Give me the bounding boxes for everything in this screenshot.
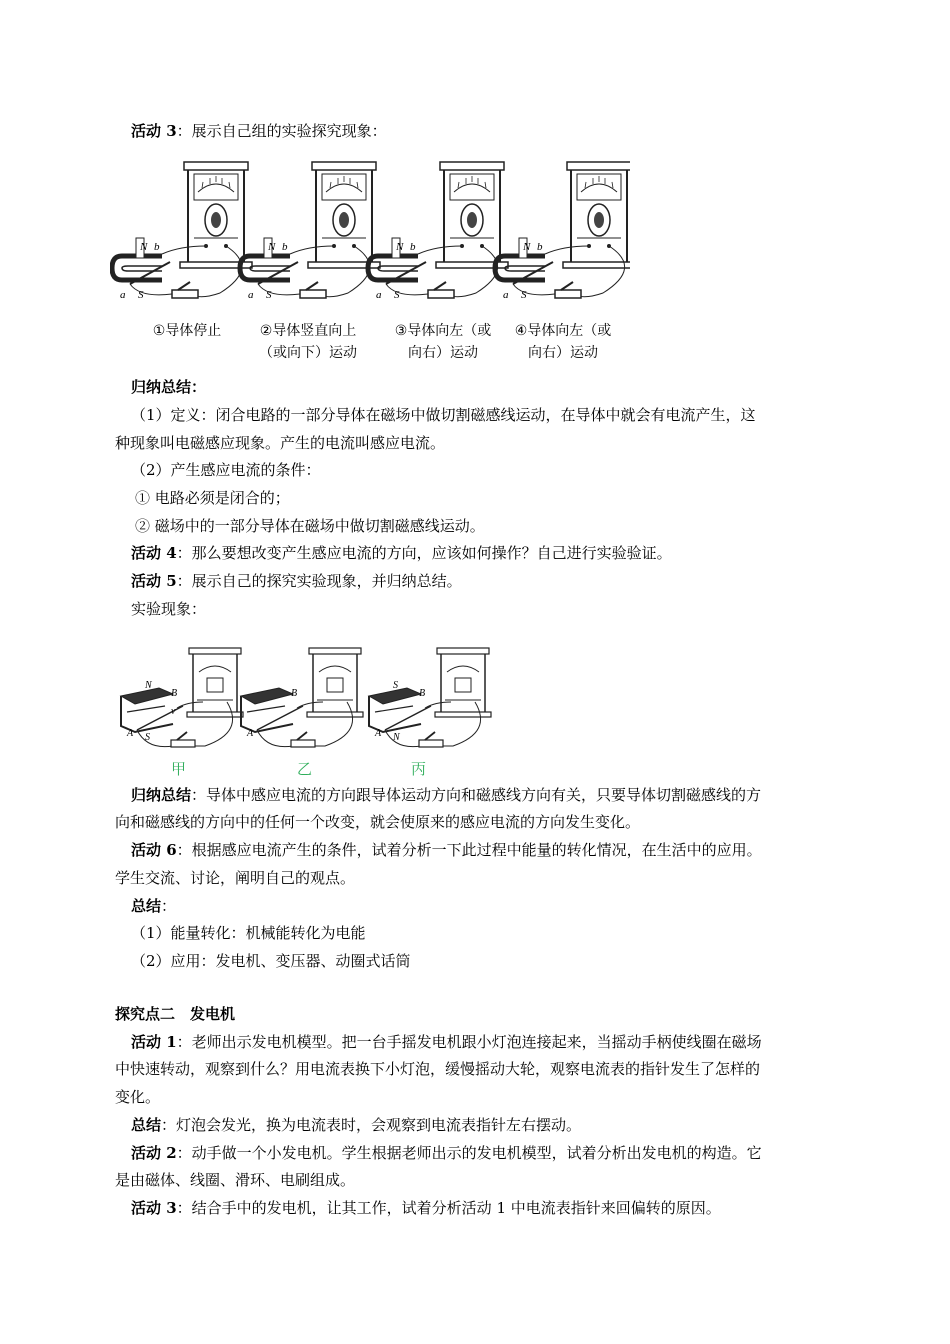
caption-1: ①导体停止 bbox=[152, 323, 222, 339]
summary1-heading: 归纳总结： bbox=[131, 378, 207, 396]
summary3-item1: （1）能量转化：机械能转化为电能 bbox=[131, 924, 366, 942]
caption-2: ②导体竖直向上 （或向下）运动 bbox=[259, 323, 357, 361]
summary1-condition: （2）产生感应电流的条件： bbox=[131, 461, 321, 479]
figure1-svg bbox=[110, 158, 630, 308]
summary1-definition-2: 种现象叫电磁感应现象。产生的电流叫感应电流。 bbox=[115, 434, 446, 452]
label2-b-1: B bbox=[171, 688, 178, 699]
label-yi: 乙 bbox=[297, 760, 313, 778]
label2-n-1: N bbox=[145, 680, 152, 691]
label2-a-3: A bbox=[375, 728, 382, 739]
setup-4 bbox=[495, 162, 630, 298]
section2-activity2-line2: 是由磁体、线圈、滑环、电刷组成。 bbox=[115, 1171, 356, 1189]
section2-activity1-line2: 中快速转动，观察到什么？用电流表换下小灯泡，缓慢摇动大轮，观察电流表的指针发生了怎样的 bbox=[115, 1060, 761, 1078]
label2-s-3: S bbox=[393, 680, 398, 691]
label-s-4: S bbox=[521, 289, 527, 301]
label-jia: 甲 bbox=[171, 760, 187, 778]
setup-1 bbox=[112, 162, 252, 298]
section2-title: 探究点二 发电机 bbox=[115, 1005, 236, 1023]
caption-4: ④导体向左（或 向右）运动 bbox=[514, 323, 612, 361]
summary1-condition-1: ① 电路必须是闭合的； bbox=[135, 489, 290, 507]
label2-a-2: A bbox=[247, 728, 254, 739]
summary3-item2: （2）应用：发电机、变压器、动圈式话筒 bbox=[131, 952, 411, 970]
activity4: 活动 4：那么要想改变产生感应电流的方向，应该如何操作？自己进行实验验证。 bbox=[131, 544, 672, 562]
figure2-svg bbox=[115, 632, 495, 756]
label-s-1: S bbox=[138, 289, 144, 301]
label-bing: 丙 bbox=[411, 760, 427, 778]
setup-jia bbox=[121, 648, 243, 747]
activity6-line1: 活动 6：根据感应电流产生的条件，试着分析一下此过程中能量的转化情况，在生活中的应用。 bbox=[131, 841, 762, 859]
summary1-condition-2: ② 磁场中的一部分导体在磁场中做切割磁感线运动。 bbox=[135, 517, 485, 535]
label-a-1: a bbox=[120, 289, 126, 301]
label-a-4: a bbox=[503, 289, 509, 301]
figure-induction-setups bbox=[110, 158, 630, 370]
summary3-heading: 总结： bbox=[131, 897, 177, 915]
label-n-1: N bbox=[140, 241, 148, 253]
label-a-3: a bbox=[376, 289, 382, 301]
label-b-1: b bbox=[154, 241, 160, 253]
label-a-2: a bbox=[248, 289, 254, 301]
label2-v-1: v bbox=[171, 706, 176, 717]
section2-summary: 总结：灯泡会发光，换为电流表时，会观察到电流表指针左右摆动。 bbox=[131, 1116, 582, 1134]
activity6-line2: 学生交流、讨论，阐明自己的观点。 bbox=[115, 869, 356, 887]
setup-2 bbox=[240, 162, 380, 298]
label2-s-1: S bbox=[145, 732, 150, 743]
activity3-heading: 活动 3：展示自己组的实验探究现象： bbox=[131, 122, 387, 140]
label-n-3: N bbox=[396, 241, 404, 253]
phenomenon-label: 实验现象： bbox=[131, 600, 207, 618]
label-s-2: S bbox=[266, 289, 272, 301]
section2-activity2-line1: 活动 2：动手做一个小发电机。学生根据老师出示的发电机模型，试着分析出发电机的构造。它 bbox=[131, 1144, 762, 1162]
label2-a-1: A bbox=[127, 728, 134, 739]
label2-b-2: B bbox=[291, 688, 298, 699]
summary2-line2: 向和磁感线的方向中的任何一个改变，就会使原来的感应电流的方向发生变化。 bbox=[115, 813, 641, 831]
label-n-4: N bbox=[523, 241, 531, 253]
label-b-2: b bbox=[282, 241, 288, 253]
setup-yi bbox=[241, 648, 363, 747]
caption-3: ③导体向左（或 向右）运动 bbox=[394, 323, 492, 361]
setup-3 bbox=[368, 162, 508, 298]
section2-activity1-line3: 变化。 bbox=[115, 1088, 161, 1106]
label2-b-3: B bbox=[419, 688, 426, 699]
label-b-4: b bbox=[537, 241, 543, 253]
label-n-2: N bbox=[268, 241, 276, 253]
label2-n-3: N bbox=[393, 732, 400, 743]
label-s-3: S bbox=[394, 289, 400, 301]
label-b-3: b bbox=[410, 241, 416, 253]
section2-activity1-line1: 活动 1：老师出示发电机模型。把一台手摇发电机跟小灯泡连接起来，当摇动手柄使线圈在磁场 bbox=[131, 1033, 762, 1051]
activity5: 活动 5：展示自己的探究实验现象，并归纳总结。 bbox=[131, 572, 462, 590]
setup-bing bbox=[369, 648, 491, 747]
figure-direction-setups bbox=[115, 632, 495, 780]
summary1-definition-1: （1）定义：闭合电路的一部分导体在磁场中做切割磁感线运动，在导体中就会有电流产生，这 bbox=[131, 406, 756, 424]
section2-activity3: 活动 3：结合手中的发电机，让其工作，试着分析活动 1 中电流表指针来回偏转的原因。 bbox=[131, 1199, 721, 1217]
summary2-line1: 归纳总结：导体中感应电流的方向跟导体运动方向和磁感线方向有关，只要导体切割磁感线的方 bbox=[131, 786, 762, 804]
